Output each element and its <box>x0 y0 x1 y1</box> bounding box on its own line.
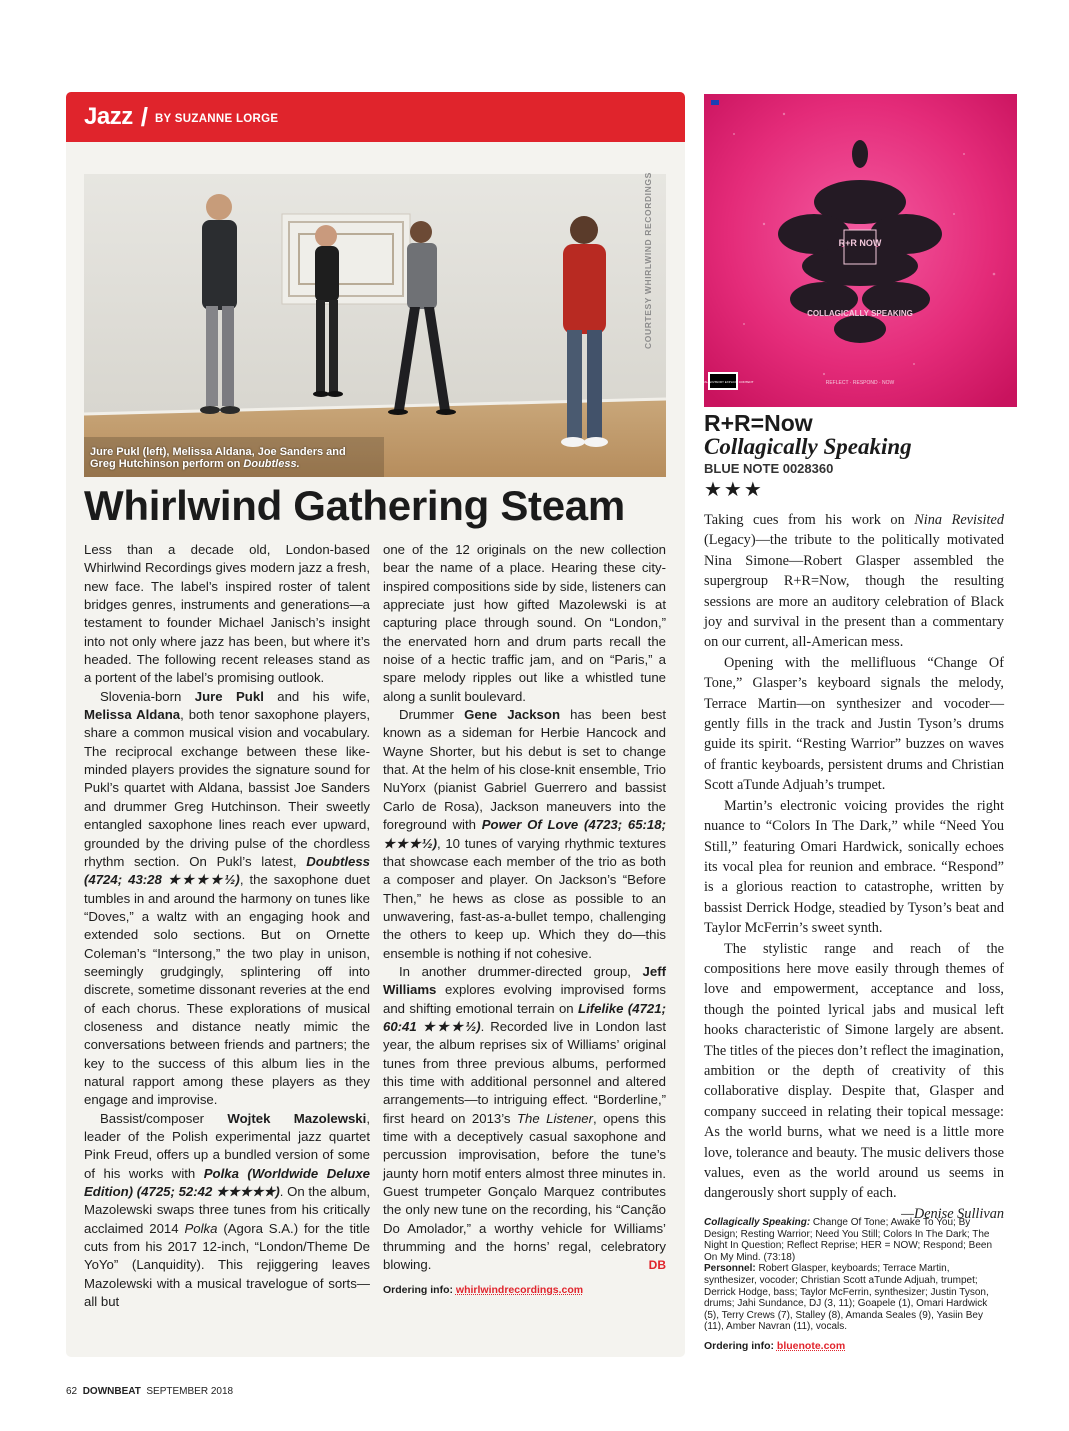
page-footer <box>66 1386 233 1397</box>
photo-caption <box>90 446 370 470</box>
caption-text: Jure Pukl (left), Melissa Aldana, Joe Sanders and Greg Hutchinson perform on <box>90 446 346 470</box>
cover-band-name: R+R NOW <box>838 238 882 248</box>
artist-name: Jeff Williams <box>383 963 666 998</box>
paragraph: Martin’s electronic voicing provides the right nuance to “Colors In The Dark,” while “Need You Still,” featuring Omari Hardwick, sonically echoes its vocal plea for reunion and embrace. “Respond” is a glorious reaction to catastrophe, written by bassist Derrick Hodge, steadied by Tyson’s beat and Taylor McFerrin’s sweet synth. <box>704 797 1004 937</box>
cover-album-name: COLLAGICALLY SPEAKING <box>807 309 913 318</box>
article-column-1 <box>84 541 370 1311</box>
page-number: 62 <box>66 1386 78 1397</box>
review-signature: —Denise Sullivan <box>901 1205 1004 1222</box>
paragraph: The stylistic range and reach of the compositions here move easily through themes of love and empowerment, acceptance and loss, though the pointed lyrical jabs and musical left hooks characteristic of Simone largely are absent. The titles of the pieces don’t reflect the imagination, ambition or the depth of creativity of this collaborative display. Despite that, Glasper and company succeed in relating their topical message: As the world burns, what we need is a little more love, tolerance and beauty. The music delivers those values, even as the world around us seems in dangerously short supply of each. —Denise Sullivan <box>704 939 1004 1204</box>
review-label: BLUE NOTE 0028360 <box>704 461 834 476</box>
photo-credit: COURTESY WHIRLWIND RECORDINGS <box>643 172 653 349</box>
album-cover <box>692 94 1017 407</box>
paragraph: Slovenia-born Jure Pukl and his wife, Melissa Aldana, both tenor saxophone players, share a common musical vision and vocabulary. The reciprocal exchange between these like-minded players provides the signature sound for Pukl’s quartet with Aldana, bassist Joe Sanders and drummer Greg Hutchinson. Their sweetly entangled saxophone lines reach ever upward, grounded by the driving pulse of the chordless rhythm section. On Pukl’s latest, Doubtless (4724; 43:28 ★★★★½), the saxophone duet tumbles in and around the harmony on tunes like “Doves,” a waltz with an engaging hook and extended solo sections. But on Ornette Coleman’s “Intersong,” the two play in unison, seemingly grudgingly, splintering off into discrete, sometime dissonant reveries at the end of each chorus. These explorations of musical closeness and distance neatly mimic the conversations between friends and partners; the key to the success of this album lies in the natural rapport among these players as they engage and improvise. <box>84 688 371 1108</box>
db-end-mark: DB <box>648 1258 666 1273</box>
band-photo <box>84 174 666 477</box>
ordering-link[interactable]: whirlwindrecordings.com <box>455 1283 584 1296</box>
ordering-link[interactable]: bluenote.com <box>776 1339 846 1352</box>
paragraph: Drummer Gene Jackson has been best known as a sideman for Herbie Hancock and Wayne Shorter, but his debut is set to change that. At the helm of his close-knit ensemble, Trio NuYorx (pianist Gabriel Guerrero and bassist Carlo de Rosa), Jackson maneuvers into the foreground with Power Of Love (4723; 65:18; ★★★½), 10 tunes of varying rhythmic textures that showcase each member of the trio as both a composer and player. On Jackson’s “Before Then,” he hews as close as possible to an unwavering, fast-as-a-bullet tempo, challenging the others to keep up. Which they do—this ensemble is nothing if not cohesive. <box>383 707 666 961</box>
paragraph: Less than a decade old, London-based Whirlwind Recordings gives modern jazz a fresh, new face. The label’s inspired roster of talent bridges genres, instruments and generations—a testament to founder Michael Janisch’s insight into not only where jazz has been, but where it’s headed. The following recent releases stand as a portent of the label’s promising outlook. <box>84 542 370 686</box>
caption-album: Doubtless. <box>243 458 300 470</box>
article-headline: Whirlwind Gathering Steam <box>84 482 625 529</box>
paragraph: one of the 12 originals on the new collection bear the name of a place. Hearing these city-inspired compositions side by side, listeners can appreciate just how gifted Mazolewski is at capturing place through sound. On “London,” the enervated horn and drum parts recall the noise of a hectic traffic jam, and on “Paris,” a spare melody ripples out like a whistled tune along a sunlit boulevard. <box>383 542 666 704</box>
artist-name: Gene Jackson <box>464 707 561 723</box>
paragraph: Opening with the mellifluous “Change Of Tone,” Glasper’s keyboard signals the melody, Terrace Martin—on synthesizer and vocoder—gently fills in the track and Justin Tyson’s drums guide its spirit. “Resting Warrior” buzzes on waves of frantic keyboards, persistent drums and Christian Scott aTunde Adjuah’s trumpet. <box>704 654 1004 794</box>
cover-footer-text: REFLECT · RESPOND · NOW <box>825 380 895 386</box>
album-reference: Doubtless (4724; 43:28 ★★★★½) <box>84 853 370 888</box>
article-column-2 <box>383 541 666 1299</box>
paragraph: Taking cues from his work on Nina Revisited (Legacy)—the tribute to the politically motivated Nina Simone—Robert Glasper assembled the supergroup R+R=Now, though the resulting sessions are more an auditory celebration of Black joy and survival in the present than a commentary on our current, all-American mess. <box>704 512 1004 651</box>
artist-name: Wojtek Mazolewski <box>227 1110 367 1126</box>
ordering-info: Ordering info: bluenote.com <box>704 1339 846 1352</box>
review-body <box>704 510 1004 1224</box>
review-artist: R+R=Now <box>704 410 813 436</box>
section-name: Jazz <box>84 103 133 130</box>
review-rating: ★★★ <box>704 479 764 501</box>
album-reference: Power Of Love (4723; 65:18; ★★★½) <box>383 817 666 851</box>
album-cover-art <box>692 94 1017 407</box>
paragraph: In another drummer-directed group, Jeff Williams explores evolving improvised forms and shifting emotional terrain on Lifelike (4721; 60:41 ★★★½). Recorded live in London last year, the album reprises six of Williams’ original tunes from three previous albums, performed this time with additional personnel and altered arrangements—to intriguing effect. “Borderline,” first heard on 2013’s The Listener, opens this time with a deceptively casual saxophone and percussion improvisation, before the tune’s jaunty horn motif enters almost three minutes in. Guest trumpeter Gonçalo Marquez contributes the only new tune on the recording, his “Canção Do Amolador,” a worthy vehicle for Williams’ thrumming and the horns’ regal, celebratory blowing. DB <box>383 963 666 1275</box>
review-album-title: Collagically Speaking <box>704 434 912 459</box>
track-list: Collagically Speaking: Change Of Tone; Awake To You; By Design; Resting Warrior; Need You Still; Colors In The Dark; The Night In Question; Reflect Reprise; HER = NOW; Respond; Been On My Mind. (73:18) <box>704 1217 993 1263</box>
album-reference: Lifelike (4721; 60:41 ★★★½) <box>383 1000 666 1034</box>
ordering-info: Ordering info: whirlwindrecordings.com <box>383 1283 584 1296</box>
issue-date: SEPTEMBER 2018 <box>146 1386 234 1397</box>
band-photo-image <box>84 174 666 477</box>
album-credits <box>704 1217 1004 1353</box>
artist-name: Melissa Aldana <box>84 707 181 723</box>
album-reference: Polka (Worldwide Deluxe Edition) (4725; 52:42 ★★★★★) <box>84 1165 370 1200</box>
advisory-label: PARENTAL ADVISORY EXPLICIT CONTENT <box>692 380 754 384</box>
artist-name: Jure Pukl <box>194 688 264 704</box>
section-header <box>66 92 685 142</box>
paragraph: Bassist/composer Wojtek Mazolewski, leader of the Polish experimental jazz quartet Pink Freud, offers up a bundled version of some of his works with Polka (Worldwide Deluxe Edition) (4725; 52:42 ★★★★★). On the album, Mazolewski swaps three tunes from his critically acclaimed 2014 Polka (Agora S.A.) for the title cuts from his 2017 12-inch, “London/Theme De YoYo” (Lanquidity). This rejiggering leaves Mazolewski with a musical travelogue of sorts—all but <box>84 1110 370 1310</box>
header-slash: / <box>140 101 148 132</box>
byline: BY SUZANNE LORGE <box>154 113 279 125</box>
personnel-list: Personnel: Robert Glasper, keyboards; Terrace Martin, synthesizer, vocoder; Christian Scott aTunde Adjuah, trumpet; Derrick Hodge, bass; Taylor McFerrin, synthesizer; Justin Tyson, drums; Jahi Sundance, DJ (3, 11); Goapele (1), Omari Hardwick (5), Terry Crews (7), Stalley (8), Amanda Seales (9), Yasiin Bey (11), Amber Navran (11), vocals. <box>704 1263 989 1333</box>
magazine-name: DOWNBEAT <box>82 1386 141 1397</box>
